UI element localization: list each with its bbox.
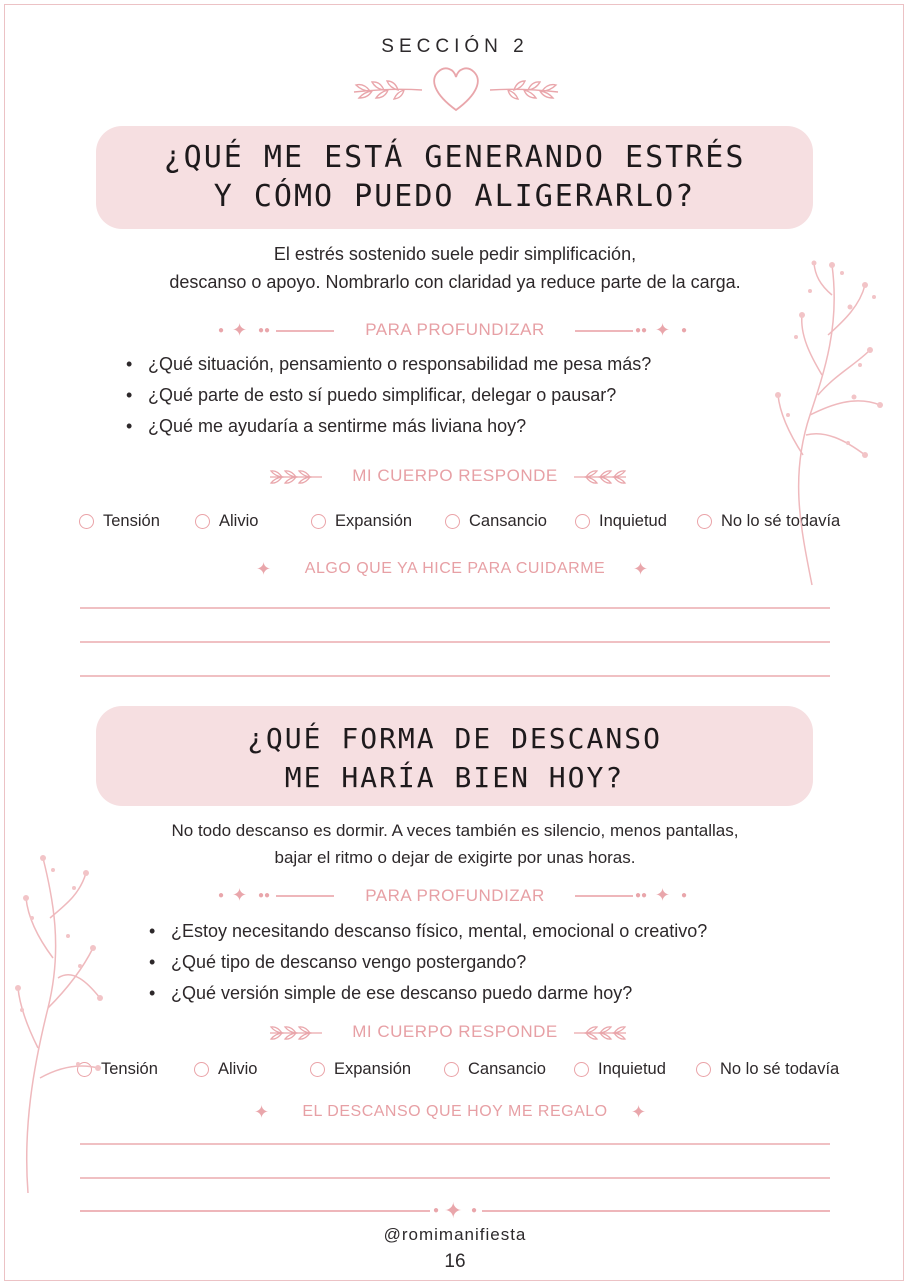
section-1-title-box: [96, 126, 813, 229]
dot-icon: ●●: [635, 325, 648, 336]
option-cansancio[interactable]: Cansancio: [444, 1060, 546, 1079]
radio-circle-icon[interactable]: [310, 1062, 325, 1077]
footer-handle: @romimanifiesta: [383, 1225, 527, 1244]
option-tension[interactable]: Tensión: [77, 1060, 158, 1079]
section-1-question-list: [126, 349, 651, 442]
dot-icon: ●●: [635, 890, 648, 901]
section-2-intro: [0, 817, 910, 871]
dot-icon: ●: [471, 1205, 478, 1216]
question-item: • ¿Qué situación, pensamiento o responsabilidad me pesa más?: [126, 349, 651, 380]
section-2-title-line2: ME HARÍA BIEN HOY?: [284, 761, 625, 794]
question-item: • ¿Estoy necesitando descanso físico, mental, emocional o creativo?: [149, 916, 707, 947]
question-item: • ¿Qué parte de esto sí puedo simplificar, delegar o pausar?: [126, 380, 651, 411]
radio-circle-icon[interactable]: [79, 514, 94, 529]
section-2-question-list: [149, 916, 707, 1009]
dot-icon: ●●: [258, 890, 271, 901]
section-1-body-heading: MI CUERPO RESPONDE: [352, 466, 558, 485]
option-expansion[interactable]: Expansión: [310, 1060, 411, 1079]
option-inquietud[interactable]: Inquietud: [575, 512, 667, 531]
option-expansion[interactable]: Expansión: [311, 512, 412, 531]
dot-icon: ●●: [258, 325, 271, 336]
sparkle-icon: ✦: [655, 320, 671, 340]
botanical-sprig-icon: [8, 848, 108, 1198]
radio-circle-icon[interactable]: [445, 514, 460, 529]
radio-circle-icon[interactable]: [444, 1062, 459, 1077]
section-1-title-line1: ¿QUÉ ME ESTÁ GENERANDO ESTRÉS: [163, 140, 746, 175]
page-number: 16: [444, 1251, 466, 1272]
laurel-branch-icon: [572, 1023, 628, 1043]
sparkle-icon: ✦: [256, 559, 272, 579]
section-2-writing-heading: EL DESCANSO QUE HOY ME REGALO: [302, 1103, 608, 1120]
option-tension[interactable]: Tensión: [79, 512, 160, 531]
heart-icon: [434, 68, 478, 110]
dot-icon: ●: [681, 890, 688, 901]
radio-circle-icon[interactable]: [696, 1062, 711, 1077]
writing-line[interactable]: [80, 607, 830, 609]
question-item: • ¿Qué me ayudaría a sentirme más liviana hoy?: [126, 411, 651, 442]
laurel-branch-icon: [490, 81, 558, 99]
question-item: • ¿Qué tipo de descanso vengo postergando?: [149, 947, 707, 978]
section-2-intro-line1: No todo descanso es dormir. A veces también es silencio, menos pantallas,: [171, 821, 739, 840]
option-cansancio[interactable]: Cansancio: [445, 512, 547, 531]
radio-circle-icon[interactable]: [574, 1062, 589, 1077]
option-no-lo-se[interactable]: No lo sé todavía: [697, 512, 840, 531]
dot-icon: ●: [218, 890, 225, 901]
section-2-title-line1: ¿QUÉ FORMA DE DESCANSO: [247, 722, 662, 755]
sparkle-icon: ✦: [444, 1198, 463, 1223]
section-2-intro-line2: bajar el ritmo o dejar de exigirte por unas horas.: [274, 848, 636, 867]
sparkle-icon: ✦: [232, 885, 248, 905]
option-alivio[interactable]: Alivio: [195, 512, 258, 531]
writing-line[interactable]: [80, 675, 830, 677]
section-2-body-heading: MI CUERPO RESPONDE: [352, 1022, 558, 1041]
section-1-intro-line1: El estrés sostenido suele pedir simplificación,: [273, 244, 637, 264]
radio-circle-icon[interactable]: [195, 514, 210, 529]
writing-line[interactable]: [80, 641, 830, 643]
radio-circle-icon[interactable]: [575, 514, 590, 529]
question-item: • ¿Qué versión simple de ese descanso puedo darme hoy?: [149, 978, 707, 1009]
dot-icon: ●: [218, 325, 225, 336]
section-1-intro-line2: descanso o apoyo. Nombrarlo con claridad ya reduce parte de la carga.: [169, 272, 741, 292]
section-2-title-box: [96, 706, 813, 806]
divider-rule: [575, 895, 633, 897]
radio-circle-icon[interactable]: [697, 514, 712, 529]
radio-circle-icon[interactable]: [311, 514, 326, 529]
section-label: SECCIÓN 2: [381, 36, 529, 57]
writing-line[interactable]: [80, 1177, 830, 1179]
sparkle-icon: ✦: [631, 1102, 647, 1122]
sparkle-icon: ✦: [232, 320, 248, 340]
footer-rule: [80, 1210, 430, 1212]
footer-rule: [482, 1210, 830, 1212]
option-alivio[interactable]: Alivio: [194, 1060, 257, 1079]
divider-rule: [575, 330, 633, 332]
heart-laurel-ornament: [350, 60, 562, 118]
section-1-title-line2: Y CÓMO PUEDO ALIGERARLO?: [213, 179, 696, 214]
dot-icon: ●: [433, 1205, 440, 1216]
botanical-sprig-icon: [770, 255, 895, 590]
laurel-branch-icon: [572, 467, 628, 487]
sparkle-icon: ✦: [633, 559, 649, 579]
laurel-branch-icon: [354, 81, 422, 99]
dot-icon: ●: [681, 325, 688, 336]
section-1-writing-heading: ALGO QUE YA HICE PARA CUIDARME: [304, 560, 606, 577]
section-2-deepen-heading: PARA PROFUNDIZAR: [365, 886, 545, 905]
option-no-lo-se[interactable]: No lo sé todavía: [696, 1060, 839, 1079]
radio-circle-icon[interactable]: [194, 1062, 209, 1077]
option-inquietud[interactable]: Inquietud: [574, 1060, 666, 1079]
sparkle-icon: ✦: [254, 1102, 270, 1122]
sparkle-icon: ✦: [655, 885, 671, 905]
writing-line[interactable]: [80, 1143, 830, 1145]
section-1-deepen-heading: PARA PROFUNDIZAR: [365, 320, 545, 339]
